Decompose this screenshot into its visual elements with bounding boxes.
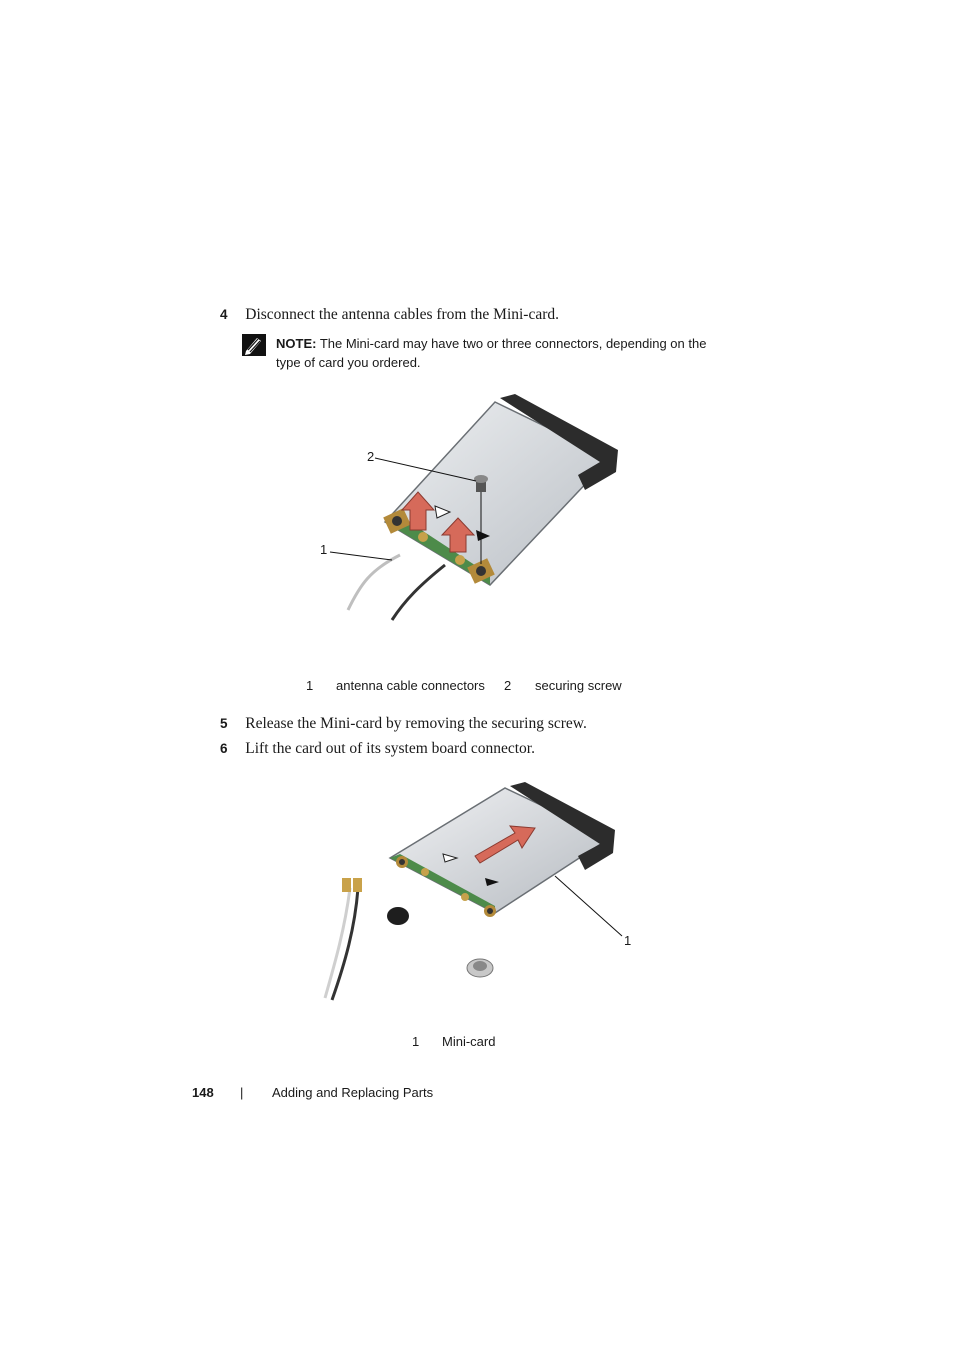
step-5 (220, 715, 587, 733)
callout-1: 1 (320, 542, 328, 557)
note-icon (242, 334, 266, 356)
callout-2: 2 (367, 449, 375, 464)
legend-fig2-label: Mini-card (442, 1034, 496, 1049)
step-number: 5 (220, 716, 228, 731)
footer-section-title: Adding and Replacing Parts (272, 1085, 434, 1100)
step-text: Disconnect the antenna cables from the Mini-card. (245, 306, 560, 323)
step-text: Release the Mini-card by removing the securing screw. (245, 715, 587, 732)
note-text (276, 334, 716, 372)
figure-2-illustration (310, 778, 640, 1013)
legend-fig2-number: 1 (412, 1034, 420, 1049)
page-number: 148 (192, 1085, 214, 1100)
step-number: 6 (220, 741, 228, 756)
legend-item-2-number: 2 (504, 678, 512, 693)
legend-item-1-label: antenna cable connectors (336, 678, 485, 693)
step-number: 4 (220, 307, 228, 322)
figure-1-illustration (300, 380, 640, 640)
step-6 (220, 740, 535, 758)
legend-item-2-label: securing screw (535, 678, 622, 693)
note-body: The Mini-card may have two or three connectors, depending on the type of card you ordered. (276, 336, 707, 370)
legend-item-1-number: 1 (306, 678, 314, 693)
note-label: NOTE: (276, 336, 317, 351)
footer-separator: | (240, 1085, 244, 1100)
step-4 (220, 306, 559, 324)
step-text: Lift the card out of its system board connector. (245, 740, 535, 757)
callout-1-fig2: 1 (624, 933, 632, 948)
